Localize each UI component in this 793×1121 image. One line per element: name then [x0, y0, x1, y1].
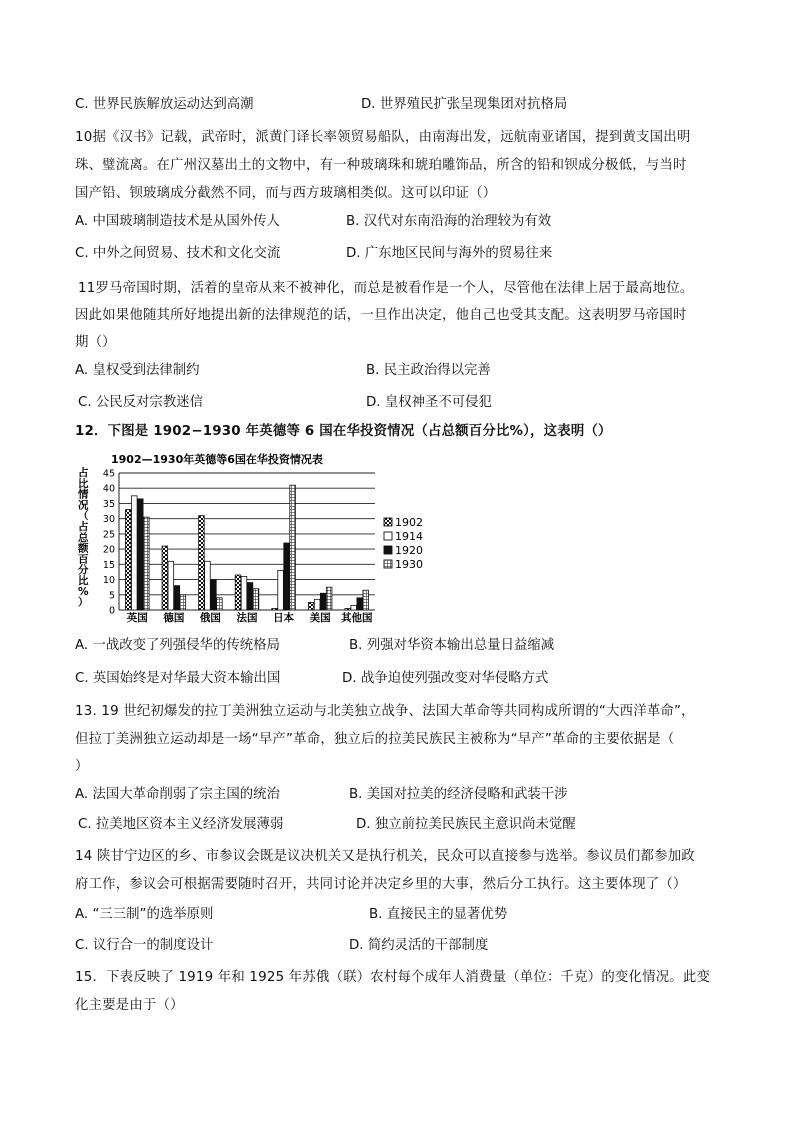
- y-tick-label: 45: [102, 468, 115, 480]
- legend-label: 1902: [395, 516, 423, 529]
- x-tick-label: 法国: [236, 612, 258, 624]
- q11-option-a: A. 皇权受到法律制约: [75, 363, 200, 378]
- bar-1930-4: [290, 485, 296, 610]
- bar-1930-1: [180, 595, 186, 610]
- q11-stem-line-1: 11罗马帝国时期，活着的皇帝从来不被神化，而总是被看作是一个人，尽管他在法律上居于最高地位。: [78, 281, 694, 296]
- y-label-char: 百: [78, 553, 89, 566]
- bar-1930-3: [253, 589, 259, 610]
- y-tick-label: 40: [102, 483, 115, 495]
- bar-1914-6: [351, 605, 357, 610]
- q12-option-d: D. 战争迫使列强改变对华侵略方式: [342, 671, 549, 686]
- y-label-char: ）: [78, 596, 89, 609]
- y-label-char: 情: [78, 488, 89, 501]
- bar-1920-3: [247, 583, 253, 610]
- bar-1930-2: [217, 598, 223, 610]
- q15-stem-line-2: 化主要是由于（）: [75, 998, 184, 1013]
- y-label-char: 比: [78, 477, 89, 490]
- q10-stem-line-3: 国产铅、钡玻璃成分截然不同，而与西方玻璃相类似。这可以印证（）: [75, 186, 497, 201]
- bar-1920-4: [284, 543, 290, 610]
- q14-stem-line-1: 14 陕甘宁边区的乡、市参议会既是议决机关又是执行机关，民众可以直接参与选举。参议员们都参加政: [75, 849, 695, 864]
- y-label-char: （: [78, 510, 89, 523]
- y-label-char: 况: [78, 499, 89, 512]
- chart-svg: [75, 452, 433, 624]
- x-tick-label: 俄国: [199, 612, 221, 624]
- bar-1902-4: [272, 608, 278, 610]
- legend-swatch: [384, 560, 392, 568]
- y-label-char: 总: [78, 531, 89, 544]
- y-label-char: 比: [78, 575, 89, 587]
- x-tick-label: 德国: [163, 612, 185, 624]
- q12-option-a: A. 一战改变了列强侵华的传统格局: [75, 638, 280, 653]
- y-label-char: 占: [78, 467, 89, 479]
- bar-1930-0: [143, 517, 149, 610]
- bar-1920-5: [320, 593, 326, 610]
- bar-1920-0: [137, 499, 143, 610]
- q13-stem-line-1: 13. 19 世纪初爆发的拉丁美洲独立运动与北美独立战争、法国大革命等共同构成所谓的“大西洋革命”，: [75, 704, 695, 719]
- q13-stem-line-3: ）: [75, 759, 89, 774]
- q10-option-c: C. 中外之间贸易、技术和文化交流: [75, 246, 281, 261]
- y-tick-label: 5: [108, 590, 115, 602]
- bar-1902-5: [308, 602, 314, 610]
- q10-option-a: A. 中国玻璃制造技术是从国外传人: [75, 214, 280, 229]
- bar-1902-6: [345, 608, 351, 610]
- q14-option-a: A. “三三制”的选举原则: [75, 907, 214, 922]
- q11-option-d: D. 皇权神圣不可侵犯: [366, 395, 492, 410]
- legend-swatch: [384, 546, 392, 554]
- q13-option-a: A. 法国大革命削弱了宗主国的统治: [75, 787, 280, 802]
- q10-stem-line-2: 珠、璧流离。在广州汉墓出土的文物中，有一种玻璃珠和琥珀雕饰品，所含的铅和钡成分极低，与当时: [75, 158, 687, 173]
- y-tick-label: 30: [102, 514, 115, 526]
- q12-option-c: C. 英国始终是对华最大资本输出国: [75, 671, 281, 686]
- chart-title: 1902—1930年英德等6国在华投资情况表: [111, 453, 323, 466]
- legend-label: 1930: [395, 558, 423, 571]
- bar-1902-1: [162, 546, 168, 610]
- y-label-char: 占: [78, 521, 89, 533]
- q13-stem-line-2: 但拉丁美洲独立运动却是一场“早产”革命，独立后的拉美民族民主被称为“早产”革命的主要依据是（: [75, 732, 675, 747]
- q10-option-d: D. 广东地区民间与海外的贸易往来: [346, 246, 553, 261]
- bar-1902-2: [199, 516, 205, 610]
- q11-stem-line-3: 期（）: [75, 335, 116, 350]
- x-tick-label: 美国: [309, 612, 331, 624]
- bar-1914-5: [314, 599, 320, 610]
- q15-stem-line-1: 15．下表反映了 1919 年和 1925 年苏俄（联）农村每个成年人消费量（单位：千克）的变化情况。此变: [75, 970, 711, 985]
- bar-1902-3: [235, 575, 241, 610]
- q11-stem-line-2: 因此如果他随其所好地提出新的法律规范的话，一旦作出决定，他自己也受其支配。这表明罗马帝国时: [75, 308, 687, 323]
- bar-1914-1: [168, 561, 174, 610]
- q14-stem-line-2: 府工作，参议会可根据需要随时召开，共同讨论并决定乡里的大事，然后分工执行。这主要体现了（）: [75, 877, 687, 892]
- q10-option-b: B. 汉代对东南沿海的治理较为有效: [346, 214, 552, 229]
- bar-1914-3: [241, 577, 247, 610]
- x-tick-label: 日本: [273, 612, 295, 624]
- bar-1902-0: [125, 510, 131, 610]
- q13-option-d: D. 独立前拉美民族民主意识尚未觉醒: [356, 817, 576, 832]
- bar-1914-4: [278, 570, 284, 610]
- q14-option-c: C. 议行合一的制度设计: [75, 938, 214, 953]
- x-tick-label: 其他国: [340, 612, 373, 624]
- y-tick-label: 15: [102, 559, 115, 571]
- legend-swatch: [384, 532, 392, 540]
- y-tick-label: 20: [102, 544, 115, 556]
- q10-stem-line-1: 10据《汉书》记载，武帝时，派黄门译长率领贸易船队，由南海出发，远航南亚诸国，提到黄支国出明: [75, 130, 691, 145]
- q9-option-d: D. 世界殖民扩张呈现集团对抗格局: [361, 97, 568, 112]
- bar-1920-1: [174, 586, 180, 610]
- q11-option-c: C. 公民反对宗教迷信: [78, 395, 203, 410]
- q12-option-b: B. 列强对华资本输出总量日益缩减: [349, 638, 555, 653]
- q13-option-b: B. 美国对拉美的经济侵略和武装干涉: [349, 787, 568, 802]
- y-tick-label: 35: [102, 498, 115, 510]
- q14-option-d: D. 简约灵活的干部制度: [349, 938, 489, 953]
- legend-swatch: [384, 518, 392, 526]
- y-tick-label: 10: [102, 575, 115, 587]
- y-tick-label: 0: [108, 605, 115, 617]
- x-tick-label: 英国: [126, 612, 148, 624]
- investment-bar-chart: [75, 452, 433, 624]
- legend-label: 1920: [395, 544, 423, 557]
- y-tick-label: 25: [102, 529, 115, 541]
- q11-option-b: B. 民主政治得以完善: [366, 363, 491, 378]
- bar-1920-6: [357, 598, 363, 610]
- q9-option-c: C. 世界民族解放运动达到高潮: [75, 97, 254, 112]
- bar-1930-6: [363, 590, 369, 610]
- bar-1930-5: [326, 587, 332, 610]
- y-label-char: 额: [78, 542, 89, 555]
- bar-1914-0: [131, 496, 137, 610]
- y-label-char: %: [78, 585, 89, 598]
- q12-stem: 12．下图是 1902−1930 年英德等 6 国在华投资情况（占总额百分比%），这表明（）: [75, 424, 612, 439]
- bar-1914-2: [205, 561, 211, 610]
- q14-option-b: B. 直接民主的显著优势: [369, 907, 508, 922]
- bar-1920-2: [211, 580, 217, 610]
- y-label-char: 分: [78, 564, 89, 577]
- q13-option-c: C. 拉美地区资本主义经济发展薄弱: [78, 817, 284, 832]
- legend-label: 1914: [395, 530, 423, 543]
- chart-y-axis-label: [77, 466, 89, 609]
